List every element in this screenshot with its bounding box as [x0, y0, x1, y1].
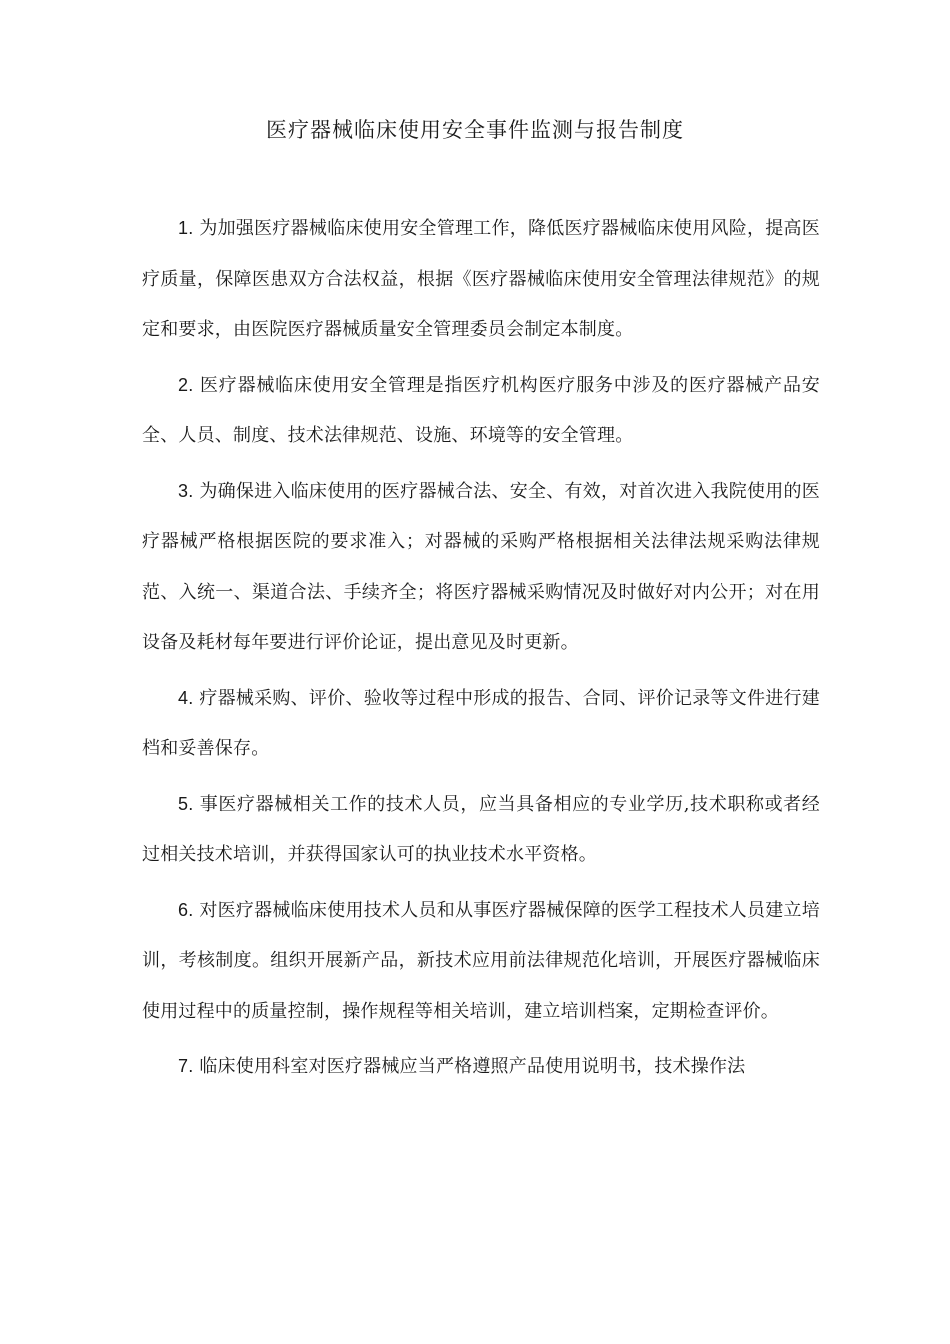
paragraph-number: 3. — [178, 480, 194, 501]
paragraph-number: 2. — [178, 374, 194, 395]
paragraph-text: 为确保进入临床使用的医疗器械合法、安全、有效，对首次进入我院使用的医疗器械严格根据医院的要求准入；对器械的采购严格根据相关法律法规采购法律规范、入统一、渠道合法、手续齐全；将医疗器械采购情况及时做好对内公开；对在用设备及耗材每年要进行评价论证，提出意见及时更新。 — [142, 480, 821, 653]
paragraph-6 — [142, 885, 820, 1038]
paragraph-4 — [142, 673, 820, 775]
paragraph-number: 5. — [178, 793, 194, 814]
paragraph-text: 医疗器械临床使用安全管理是指医疗机构医疗服务中涉及的医疗器械产品安全、人员、制度、技术法律规范、设施、环境等的安全管理。 — [142, 374, 820, 446]
document-body — [142, 203, 820, 1097]
paragraph-number: 7. — [178, 1056, 194, 1076]
document-title: 医疗器械临床使用安全事件监测与报告制度 — [266, 118, 684, 142]
paragraph-text: 疗器械采购、评价、验收等过程中形成的报告、合同、评价记录等文件进行建档和妥善保存。 — [142, 687, 821, 759]
paragraph-3 — [142, 466, 820, 669]
paragraph-text: 临床使用科室对医疗器械应当严格遵照产品使用说明书，技术操作法 — [199, 1056, 746, 1077]
paragraph-text: 为加强医疗器械临床使用安全管理工作，降低医疗器械临床使用风险，提高医疗质量，保障医患双方合法权益，根据《医疗器械临床使用安全管理法律规范》的规定和要求，由医院医疗器械质量安全管理委员会制定本制度。 — [142, 218, 821, 340]
paragraph-number: 6. — [178, 899, 194, 920]
paragraph-7 — [142, 1041, 820, 1093]
paragraph-number: 1. — [178, 218, 194, 238]
paragraph-1 — [142, 203, 820, 356]
paragraph-text: 事医疗器械相关工作的技术人员，应当具备相应的专业学历,技术职称或者经过相关技术培训，并获得国家认可的执业技术水平资格。 — [142, 793, 820, 865]
paragraph-2 — [142, 360, 820, 462]
paragraph-text: 对医疗器械临床使用技术人员和从事医疗器械保障的医学工程技术人员建立培训，考核制度。组织开展新产品，新技术应用前法律规范化培训，开展医疗器械临床使用过程中的质量控制，操作规程等相关培训，建立培训档案，定期检查评价。 — [142, 899, 821, 1022]
paragraph-number: 4. — [178, 687, 194, 708]
paragraph-5 — [142, 779, 820, 881]
